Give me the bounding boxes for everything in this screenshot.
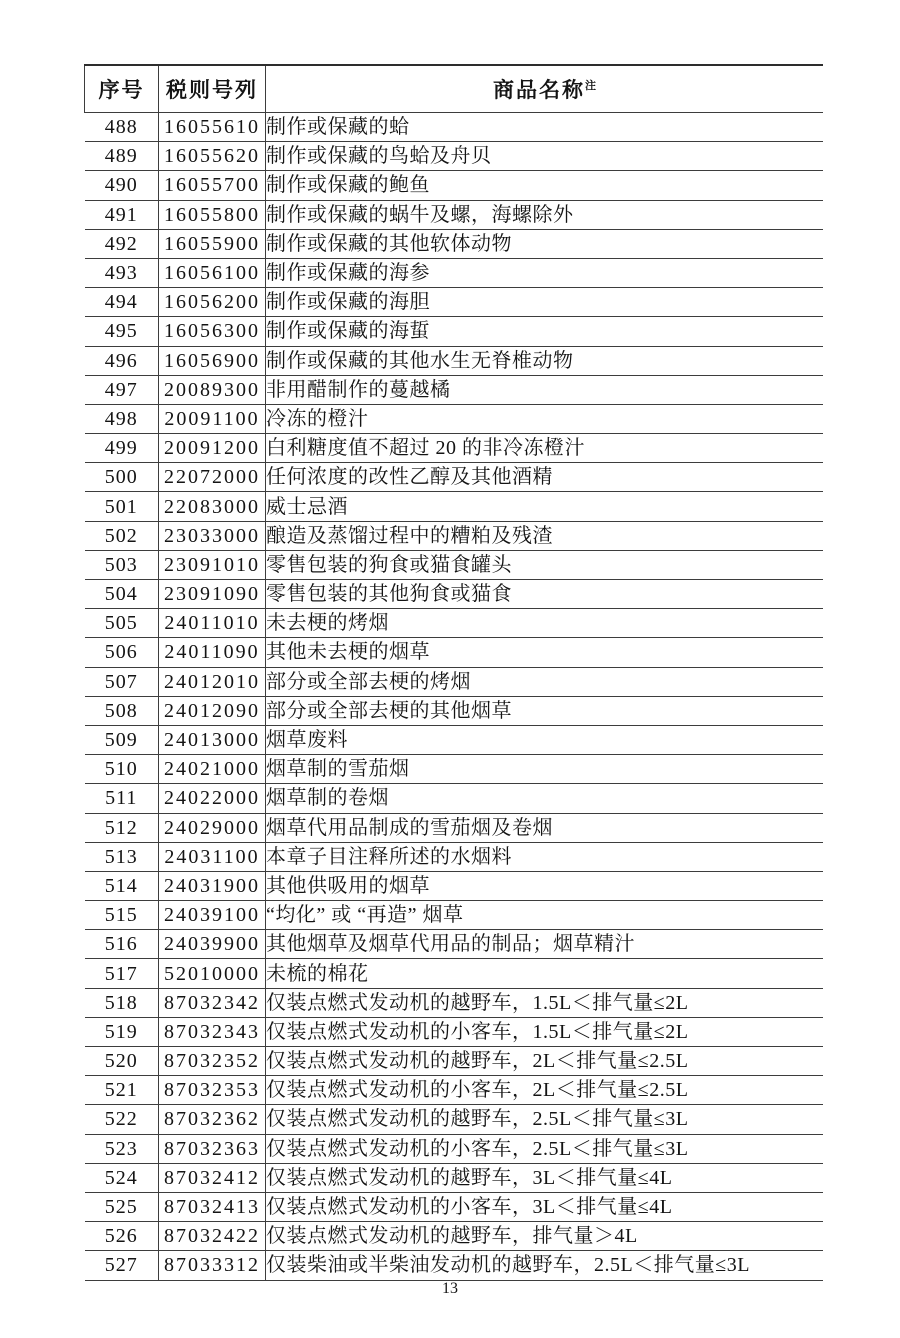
commodity-name-cell: 烟草代用品制成的雪茄烟及卷烟 <box>266 813 824 842</box>
table-row <box>85 930 824 959</box>
tariff-code-cell: 16055700 <box>159 171 266 200</box>
tariff-code-cell: 24011010 <box>159 609 266 638</box>
serial-number-cell: 498 <box>85 404 159 433</box>
table-row <box>85 1076 824 1105</box>
table-body <box>85 113 824 1281</box>
tariff-code-cell: 24011090 <box>159 638 266 667</box>
tariff-code-cell: 24039900 <box>159 930 266 959</box>
table-row <box>85 317 824 346</box>
serial-number-cell: 524 <box>85 1163 159 1192</box>
serial-number-cell: 504 <box>85 580 159 609</box>
commodity-name-cell: 其他未去梗的烟草 <box>266 638 824 667</box>
table-row <box>85 1222 824 1251</box>
serial-number-cell: 493 <box>85 258 159 287</box>
commodity-name-cell: “均化” 或 “再造” 烟草 <box>266 901 824 930</box>
table-header <box>85 65 824 113</box>
table-row <box>85 375 824 404</box>
serial-number-cell: 488 <box>85 113 159 142</box>
commodity-name-cell: 仅装点燃式发动机的小客车，3L＜排气量≤4L <box>266 1192 824 1221</box>
tariff-code-cell: 52010000 <box>159 959 266 988</box>
tariff-code-cell: 16056300 <box>159 317 266 346</box>
commodity-name-cell: 制作或保藏的鲍鱼 <box>266 171 824 200</box>
table-row <box>85 842 824 871</box>
table-row <box>85 1105 824 1134</box>
commodity-name-cell: 其他供吸用的烟草 <box>266 871 824 900</box>
table-row <box>85 288 824 317</box>
serial-number-cell: 512 <box>85 813 159 842</box>
commodity-name-cell: 烟草废料 <box>266 725 824 754</box>
tariff-code-cell: 87032353 <box>159 1076 266 1105</box>
table-row <box>85 755 824 784</box>
serial-number-cell: 502 <box>85 521 159 550</box>
commodity-name-cell: 部分或全部去梗的烤烟 <box>266 667 824 696</box>
serial-number-cell: 510 <box>85 755 159 784</box>
tariff-code-cell: 24031100 <box>159 842 266 871</box>
tariff-code-cell: 87032413 <box>159 1192 266 1221</box>
page-number: 13 <box>442 1280 458 1297</box>
tariff-code-cell: 87032342 <box>159 988 266 1017</box>
tariff-code-cell: 24012090 <box>159 696 266 725</box>
table-row <box>85 346 824 375</box>
serial-number-cell: 516 <box>85 930 159 959</box>
serial-number-cell: 527 <box>85 1251 159 1280</box>
commodity-name-cell: 非用醋制作的蔓越橘 <box>266 375 824 404</box>
serial-number-cell: 489 <box>85 142 159 171</box>
table-row <box>85 580 824 609</box>
serial-number-cell: 505 <box>85 609 159 638</box>
commodity-name-cell: 仅装点燃式发动机的小客车，2.5L＜排气量≤3L <box>266 1134 824 1163</box>
table-row <box>85 258 824 287</box>
serial-number-cell: 496 <box>85 346 159 375</box>
tariff-code-cell: 24021000 <box>159 755 266 784</box>
tariff-code-cell: 24012010 <box>159 667 266 696</box>
table-header-row <box>85 65 824 113</box>
tariff-code-cell: 16055800 <box>159 200 266 229</box>
tariff-code-cell: 87032352 <box>159 1047 266 1076</box>
table-row <box>85 463 824 492</box>
table-row <box>85 550 824 579</box>
serial-number-cell: 521 <box>85 1076 159 1105</box>
table-row <box>85 784 824 813</box>
commodity-name-cell: 制作或保藏的海参 <box>266 258 824 287</box>
tariff-code-cell: 24022000 <box>159 784 266 813</box>
serial-number-cell: 501 <box>85 492 159 521</box>
tariff-code-cell: 16056100 <box>159 258 266 287</box>
tariff-code-cell: 87032362 <box>159 1105 266 1134</box>
tariff-code-cell: 16055610 <box>159 113 266 142</box>
commodity-name-cell: 部分或全部去梗的其他烟草 <box>266 696 824 725</box>
serial-number-cell: 517 <box>85 959 159 988</box>
table-row <box>85 638 824 667</box>
tariff-code-cell: 16055900 <box>159 229 266 258</box>
table-row <box>85 1251 824 1280</box>
serial-number-cell: 509 <box>85 725 159 754</box>
table-row <box>85 434 824 463</box>
serial-number-cell: 490 <box>85 171 159 200</box>
serial-number-cell: 514 <box>85 871 159 900</box>
tariff-code-cell: 22072000 <box>159 463 266 492</box>
tariff-code-cell: 16056900 <box>159 346 266 375</box>
serial-number-cell: 499 <box>85 434 159 463</box>
table-row <box>85 725 824 754</box>
col-header-commodity-name-label: 商品名称 <box>493 78 585 102</box>
commodity-name-cell: 仅装点燃式发动机的小客车，2L＜排气量≤2.5L <box>266 1076 824 1105</box>
table-row <box>85 404 824 433</box>
serial-number-cell: 522 <box>85 1105 159 1134</box>
commodity-name-cell: 仅装点燃式发动机的越野车，3L＜排气量≤4L <box>266 1163 824 1192</box>
table-row <box>85 667 824 696</box>
commodity-name-cell: 仅装点燃式发动机的越野车，排气量＞4L <box>266 1222 824 1251</box>
commodity-name-cell: 未去梗的烤烟 <box>266 609 824 638</box>
table-row <box>85 609 824 638</box>
commodity-name-cell: 酿造及蒸馏过程中的糟粕及残渣 <box>266 521 824 550</box>
serial-number-cell: 523 <box>85 1134 159 1163</box>
serial-number-cell: 494 <box>85 288 159 317</box>
tariff-code-cell: 24039100 <box>159 901 266 930</box>
table-row <box>85 113 824 142</box>
commodity-name-cell: 仅装点燃式发动机的越野车，2.5L＜排气量≤3L <box>266 1105 824 1134</box>
tariff-code-cell: 24013000 <box>159 725 266 754</box>
commodity-name-cell: 仅装点燃式发动机的越野车，2L＜排气量≤2.5L <box>266 1047 824 1076</box>
commodity-name-cell: 白利糖度值不超过 20 的非冷冻橙汁 <box>266 434 824 463</box>
commodity-name-cell: 其他烟草及烟草代用品的制品；烟草精汁 <box>266 930 824 959</box>
col-header-commodity-name <box>266 65 824 113</box>
serial-number-cell: 515 <box>85 901 159 930</box>
commodity-name-cell: 本章子目注释所述的水烟料 <box>266 842 824 871</box>
commodity-name-cell: 威士忌酒 <box>266 492 824 521</box>
tariff-code-cell: 87032343 <box>159 1017 266 1046</box>
table-row <box>85 521 824 550</box>
serial-number-cell: 495 <box>85 317 159 346</box>
table-row <box>85 871 824 900</box>
tariff-code-cell: 87032363 <box>159 1134 266 1163</box>
tariff-code-cell: 20091100 <box>159 404 266 433</box>
serial-number-cell: 526 <box>85 1222 159 1251</box>
serial-number-cell: 491 <box>85 200 159 229</box>
tariff-code-cell: 20089300 <box>159 375 266 404</box>
header-note-superscript: 注 <box>585 80 596 92</box>
serial-number-cell: 525 <box>85 1192 159 1221</box>
serial-number-cell: 497 <box>85 375 159 404</box>
commodity-name-cell: 烟草制的雪茄烟 <box>266 755 824 784</box>
table-row <box>85 1163 824 1192</box>
tariff-code-cell: 87032412 <box>159 1163 266 1192</box>
table-row <box>85 813 824 842</box>
tariff-code-cell: 24031900 <box>159 871 266 900</box>
commodity-name-cell: 制作或保藏的蜗牛及螺，海螺除外 <box>266 200 824 229</box>
table-row <box>85 1047 824 1076</box>
commodity-name-cell: 任何浓度的改性乙醇及其他酒精 <box>266 463 824 492</box>
document-page <box>84 64 823 1281</box>
table-row <box>85 229 824 258</box>
serial-number-cell: 511 <box>85 784 159 813</box>
table-row <box>85 696 824 725</box>
tariff-code-cell: 87033312 <box>159 1251 266 1280</box>
table-row <box>85 1134 824 1163</box>
serial-number-cell: 492 <box>85 229 159 258</box>
serial-number-cell: 500 <box>85 463 159 492</box>
tariff-code-cell: 23091010 <box>159 550 266 579</box>
commodity-name-cell: 制作或保藏的其他软体动物 <box>266 229 824 258</box>
commodity-name-cell: 制作或保藏的海胆 <box>266 288 824 317</box>
serial-number-cell: 520 <box>85 1047 159 1076</box>
table-row <box>85 959 824 988</box>
table-row <box>85 988 824 1017</box>
table-row <box>85 1017 824 1046</box>
commodity-name-cell: 零售包装的其他狗食或猫食 <box>266 580 824 609</box>
tariff-code-cell: 23033000 <box>159 521 266 550</box>
commodity-name-cell: 仅装点燃式发动机的小客车，1.5L＜排气量≤2L <box>266 1017 824 1046</box>
tariff-code-cell: 23091090 <box>159 580 266 609</box>
table-row <box>85 142 824 171</box>
tariff-code-cell: 24029000 <box>159 813 266 842</box>
table-row <box>85 492 824 521</box>
table-row <box>85 901 824 930</box>
commodity-name-cell: 零售包装的狗食或猫食罐头 <box>266 550 824 579</box>
commodity-name-cell: 制作或保藏的蛤 <box>266 113 824 142</box>
commodity-name-cell: 冷冻的橙汁 <box>266 404 824 433</box>
serial-number-cell: 506 <box>85 638 159 667</box>
commodity-name-cell: 烟草制的卷烟 <box>266 784 824 813</box>
serial-number-cell: 508 <box>85 696 159 725</box>
table-row <box>85 1192 824 1221</box>
commodity-name-cell: 制作或保藏的其他水生无脊椎动物 <box>266 346 824 375</box>
commodity-name-cell: 仅装柴油或半柴油发动机的越野车，2.5L＜排气量≤3L <box>266 1251 824 1280</box>
tariff-code-cell: 20091200 <box>159 434 266 463</box>
serial-number-cell: 513 <box>85 842 159 871</box>
tariff-code-cell: 16055620 <box>159 142 266 171</box>
table-row <box>85 171 824 200</box>
serial-number-cell: 503 <box>85 550 159 579</box>
commodity-name-cell: 未梳的棉花 <box>266 959 824 988</box>
tariff-code-cell: 87032422 <box>159 1222 266 1251</box>
tariff-code-cell: 22083000 <box>159 492 266 521</box>
commodity-name-cell: 制作或保藏的海蜇 <box>266 317 824 346</box>
commodity-name-cell: 制作或保藏的鸟蛤及舟贝 <box>266 142 824 171</box>
serial-number-cell: 519 <box>85 1017 159 1046</box>
col-header-tariff-code: 税则号列 <box>159 65 266 113</box>
tariff-table <box>84 64 823 1281</box>
col-header-serial-number: 序号 <box>85 65 159 113</box>
serial-number-cell: 518 <box>85 988 159 1017</box>
tariff-code-cell: 16056200 <box>159 288 266 317</box>
table-row <box>85 200 824 229</box>
serial-number-cell: 507 <box>85 667 159 696</box>
commodity-name-cell: 仅装点燃式发动机的越野车，1.5L＜排气量≤2L <box>266 988 824 1017</box>
